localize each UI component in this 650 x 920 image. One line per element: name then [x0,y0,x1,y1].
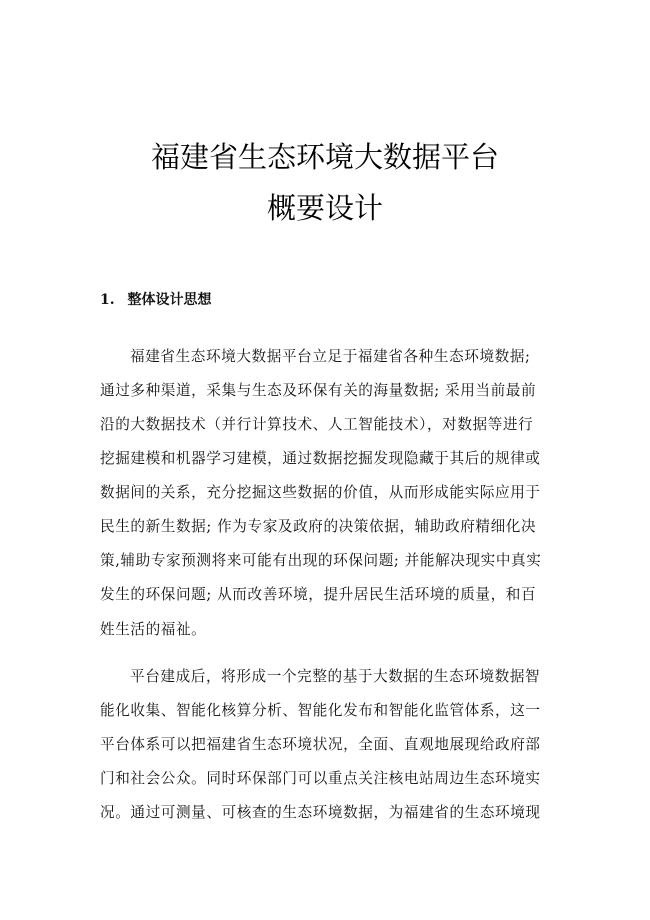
paragraph-1-line: 民生的新生数据; 作为专家及政府的决策依据，辅助政府精细化决 [100,518,537,535]
paragraph-2-line: 门和社会公众。同时环保部门可以重点关注核电站周边生态环境实 [100,770,541,787]
paragraph-1-line: 发生的环保问题; 从而改善环境，提升居民生活环境的质量，和百 [100,586,537,603]
paragraph-2-line: 况。通过可测量、可核查的生态环境数据，为福建省的生态环境现 [100,804,541,821]
paragraph-2-line: 平台建成后，将形成一个完整的基于大数据的生态环境数据智 [130,668,541,685]
section-title: 整体设计思想 [127,292,212,308]
paragraph-2-line: 能化收集、智能化核算分析、智能化发布和智能化监管体系，这一 [100,702,541,719]
paragraph-1-line: 姓生活的福祉。 [100,621,207,638]
document-subtitle: 概要设计 [266,191,383,225]
paragraph-1-line: 沿的大数据技术（并行计算技术、人工智能技术），对数据等进行 [100,416,534,433]
document-title: 福建省生态环境大数据平台 [150,140,499,174]
paragraph-1-line: 福建省生态环境大数据平台立足于福建省各种生态环境数据; [130,348,531,365]
paragraph-1-line: 通过多种渠道，采集与生态及环保有关的海量数据; 采用当前最前 [100,382,537,399]
paragraph-2-line: 平台体系可以把福建省生态环境状况，全面、直观地展现给政府部 [100,736,541,753]
paragraph-1-line: 策,辅助专家预测将来可能有出现的环保问题; 并能解决现实中真实 [100,552,542,569]
paragraph-1-line: 数据间的关系，充分挖掘这些数据的价值，从而形成能实际应用于 [100,484,541,501]
paragraph-1-line: 挖掘建模和机器学习建模，通过数据挖掘发现隐藏于其后的规律或 [100,450,541,467]
section-heading [100,289,212,311]
section-number: 1. [100,292,115,308]
